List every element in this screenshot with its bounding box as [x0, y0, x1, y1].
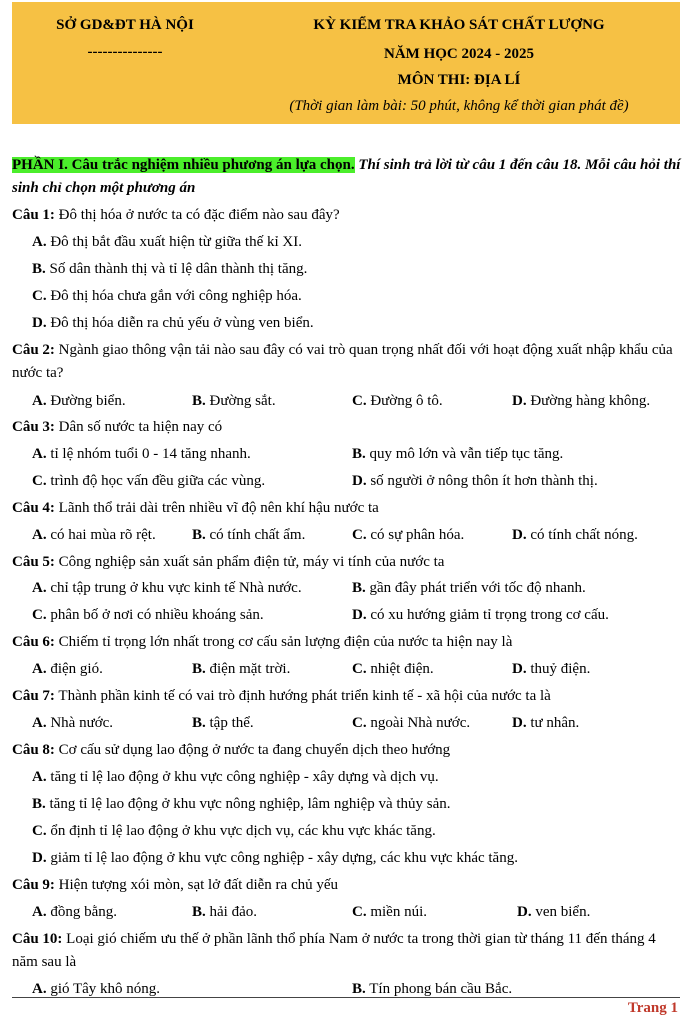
option-2c: C. Đường ô tô. — [352, 393, 443, 409]
exam-header — [12, 2, 680, 124]
option-2b: B. Đường sắt. — [192, 393, 276, 409]
option-4c: C. có sự phân hóa. — [352, 527, 465, 543]
option-5a: A. chỉ tập trung ở khu vực kinh tế Nhà nước. — [32, 580, 302, 596]
option-5b: B. gần đây phát triển với tốc độ nhanh. — [352, 580, 586, 596]
option-8b: B. tăng tỉ lệ lao động ở khu vực nông nghiệp, lâm nghiệp và thủy sản. — [32, 796, 451, 812]
exam-title: KỲ KIỂM TRA KHẢO SÁT CHẤT LƯỢNG — [313, 17, 605, 33]
option-5d: D. có xu hướng giảm tỉ trọng trong cơ cấu. — [352, 607, 609, 623]
question-text: Dân số nước ta hiện nay có — [54, 419, 223, 435]
option-10b: B. Tín phong bán cầu Bắc. — [352, 981, 513, 997]
option-1b: B. Số dân thành thị và tỉ lệ dân thành thị tăng. — [32, 261, 308, 277]
option-3a: A. tỉ lệ nhóm tuổi 0 - 14 tăng nhanh. — [32, 446, 251, 462]
option-6c: C. nhiệt điện. — [352, 661, 434, 677]
question-label: Câu 2: — [12, 342, 55, 358]
option-7d: D. tư nhân. — [512, 715, 580, 731]
question-label: Câu 10: — [12, 931, 63, 947]
option-4a: A. có hai mùa rõ rệt. — [32, 527, 156, 543]
option-9a: A. đồng bằng. — [32, 904, 118, 920]
option-7b: B. tập thể. — [192, 715, 254, 731]
section-1-instruction: Thí sinh trả lời từ câu 1 đến câu 18. Mỗi câu hỏi thí sinh chỉ chọn một phương án — [12, 157, 681, 196]
question-8 — [12, 739, 684, 762]
section-1-title: PHẦN I. Câu trắc nghiệm nhiều phương án lựa chọn. — [12, 157, 355, 173]
option-9d: D. ven biển. — [517, 904, 591, 920]
question-label: Câu 1: — [12, 207, 55, 223]
question-text: Đô thị hóa ở nước ta có đặc điểm nào sau đây? — [54, 207, 340, 223]
question-label: Câu 3: — [12, 419, 55, 435]
question-label: Câu 5: — [12, 554, 55, 570]
option-6d: D. thuỷ điện. — [512, 661, 591, 677]
page-number: Trang 1 — [627, 1000, 678, 1016]
question-2 — [12, 339, 684, 385]
option-2d: D. Đường hàng không. — [512, 393, 651, 409]
question-5 — [12, 551, 684, 574]
option-3b: B. quy mô lớn và vẫn tiếp tục tăng. — [352, 446, 564, 462]
question-10 — [12, 928, 684, 974]
option-3c: C. trình độ học vấn đều giữa các vùng. — [32, 473, 266, 489]
option-9c: C. miền núi. — [352, 904, 428, 920]
question-6 — [12, 631, 684, 654]
question-text: Ngành giao thông vận tải nào sau đây có vai trò quan trọng nhất đối với hoạt động xuất nhập khẩu của nước ta? — [12, 342, 673, 381]
question-label: Câu 8: — [12, 742, 55, 758]
question-3 — [12, 416, 684, 439]
option-7c: C. ngoài Nhà nước. — [352, 715, 471, 731]
question-4 — [12, 497, 684, 520]
question-label: Câu 9: — [12, 877, 55, 893]
question-text: Lãnh thổ trải dài trên nhiều vĩ độ nên khí hậu nước ta — [54, 500, 379, 516]
question-text: Hiện tượng xói mòn, sạt lở đất diễn ra chủ yếu — [54, 877, 339, 893]
option-2a: A. Đường biển. — [32, 393, 126, 409]
option-10a: A. gió Tây khô nóng. — [32, 981, 161, 997]
option-8a: A. tăng tỉ lệ lao động ở khu vực công nghiệp - xây dựng và dịch vụ. — [32, 769, 439, 785]
option-4d: D. có tính chất nóng. — [512, 527, 638, 543]
option-1d: D. Đô thị hóa diễn ra chủ yếu ở vùng ven biển. — [32, 315, 314, 331]
question-label: Câu 7: — [12, 688, 55, 704]
question-text: Cơ cấu sử dụng lao động ở nước ta đang chuyển dịch theo hướng — [54, 742, 451, 758]
question-text: Công nghiệp sản xuất sản phẩm điện tử, máy vi tính của nước ta — [54, 554, 445, 570]
footer-divider — [12, 997, 680, 998]
option-3d: D. số người ở nông thôn ít hơn thành thị. — [352, 473, 598, 489]
section-1-heading — [12, 154, 684, 200]
time-note: (Thời gian làm bài: 50 phút, không kể thời gian phát đề) — [289, 98, 629, 114]
option-8c: C. ổn định tỉ lệ lao động ở khu vực dịch vụ, các khu vực khác tăng. — [32, 823, 436, 839]
department-name: SỞ GD&ĐT HÀ NỘI — [56, 17, 194, 33]
question-text: Chiếm tỉ trọng lớn nhất trong cơ cấu sản lượng điện của nước ta hiện nay là — [54, 634, 513, 650]
option-9b: B. hải đảo. — [192, 904, 257, 920]
option-7a: A. Nhà nước. — [32, 715, 114, 731]
question-text: Loại gió chiếm ưu thế ở phần lãnh thổ phía Nam ở nước ta trong thời gian từ tháng 11 đến tháng 4 năm sau là — [12, 931, 656, 970]
header-divider: --------------- — [87, 44, 163, 60]
school-year: NĂM HỌC 2024 - 2025 — [384, 46, 534, 62]
question-1 — [12, 204, 684, 227]
option-1c: C. Đô thị hóa chưa gắn với công nghiệp hóa. — [32, 288, 302, 304]
option-6a: A. điện gió. — [32, 661, 103, 677]
question-7 — [12, 685, 684, 708]
option-4b: B. có tính chất ẩm. — [192, 527, 306, 543]
option-1a: A. Đô thị bắt đầu xuất hiện từ giữa thế kỉ XI. — [32, 234, 302, 250]
subject: MÔN THI: ĐỊA LÍ — [397, 72, 521, 88]
option-8d: D. giảm tỉ lệ lao động ở khu vực công nghiệp - xây dựng, các khu vực khác tăng. — [32, 850, 518, 866]
question-text: Thành phần kinh tế có vai trò định hướng phát triển kinh tế - xã hội của nước ta là — [54, 688, 551, 704]
question-label: Câu 6: — [12, 634, 55, 650]
option-6b: B. điện mặt trời. — [192, 661, 291, 677]
option-5c: C. phân bố ở nơi có nhiều khoáng sản. — [32, 607, 264, 623]
question-label: Câu 4: — [12, 500, 55, 516]
question-9 — [12, 874, 684, 897]
